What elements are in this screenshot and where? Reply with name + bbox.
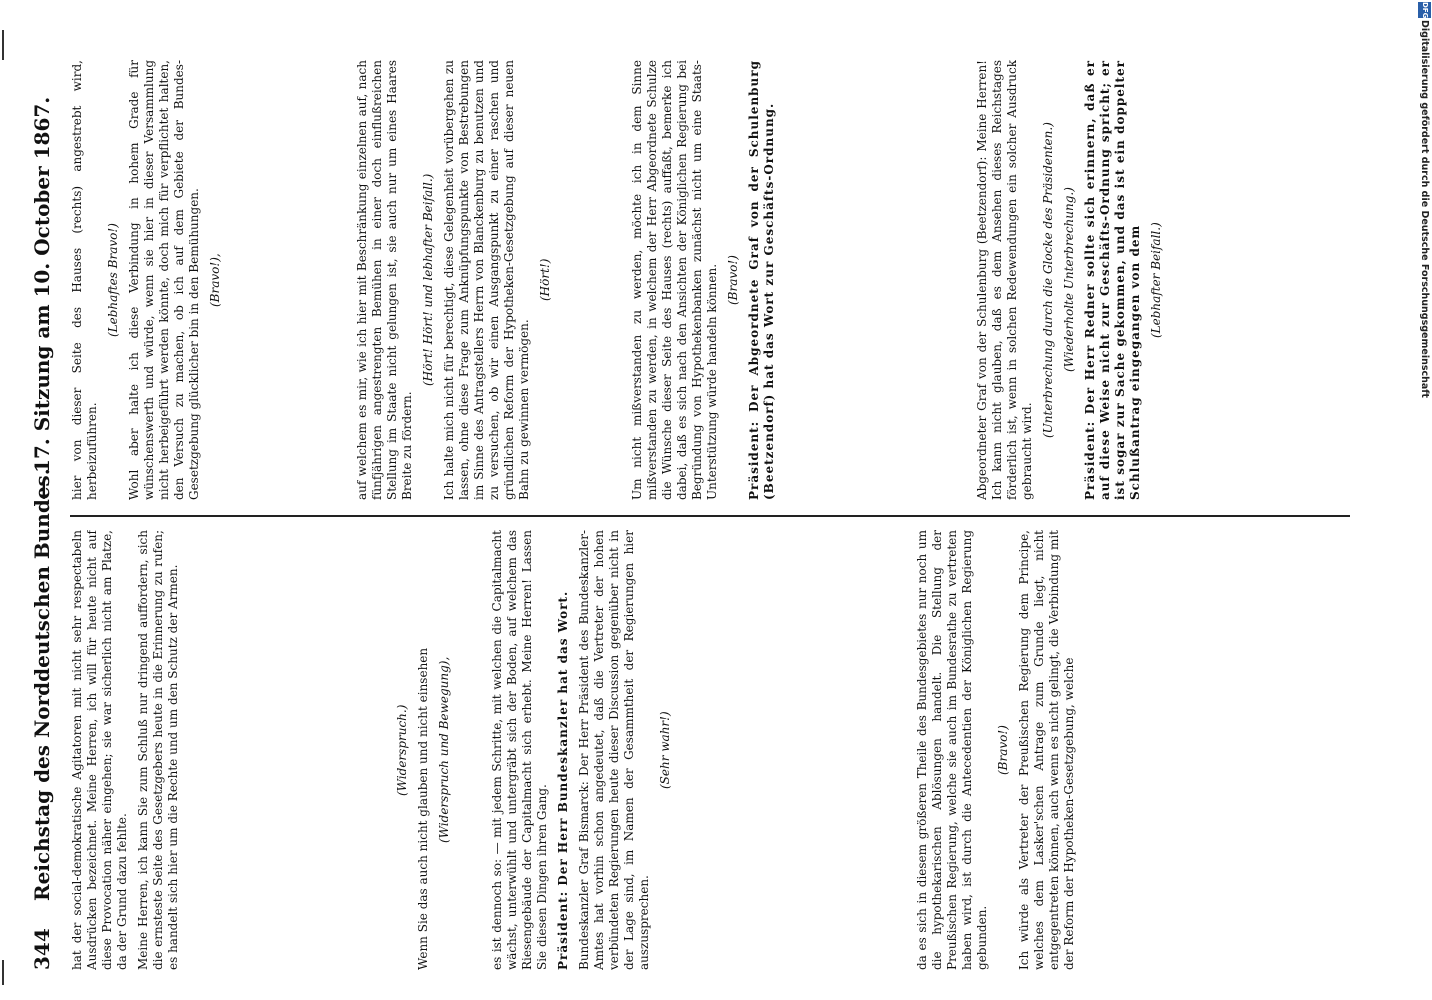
interjection: (Bravo!), [208,253,222,307]
dfg-logo: DFG [1418,2,1431,18]
interjection: (Wiederholte Unterbrechung.) [1062,187,1076,373]
column-left-top [70,530,390,970]
interjection: (Bravo!) [996,725,1010,775]
interjection: (Bravo!) [726,255,740,305]
right-header-title: — 17. Sitzung am 10. October 1867. [30,96,54,500]
document-page [30,30,1400,980]
digitization-note: Digitalisierung gefördert durch die Deutsche Forschungsgemeinschaft [1419,20,1430,398]
paragraph: hier von dieser Seite des Hauses (rechts) angestrebt wird, herbeizuführen. [70,60,99,500]
column-left-interjections [395,530,485,970]
scan-edge-mark [2,30,4,60]
paragraph: Um nicht mißverstanden zu werden, möchte ich in dem Sinne mißverstanden zu werden, in welchem der Herr Abgeordnete Schulze die Wünsche dieser Seite des Hauses (rechts) auffaßt, bemerke ich dabei, daß es sich nach den Ansichten der Königlichen Regierung bei Begründung von Hypothekenbanken zunächst nicht um eine Staats-Unterstützung würde handeln können. [630,60,719,500]
paragraph: hat der social-demokratische Agitatoren mit nicht sehr respectabeln Ausdrücken bezeichnet. Meine Herren, ich will für heute nicht auf diese Provocation näher eingehen; sie war sicherlich nicht am Platze, da der Grund dazu fehlte. [70,530,129,970]
interjection: (Lebhaftes Bravo!) [106,223,120,337]
interjection: (Hört! Hört! und lebhafter Beifall.) [421,173,435,387]
column-left-middle [490,530,910,970]
left-page-header [30,468,54,970]
paragraph: da es sich in diesem größeren Theile des Bundesgebietes nur noch um die hypothekarischen Ablösungen handelt. Die Stellung der Preußischen Regierung, welche sie auch im Bundesrathe zu vertreten haben wird, ist durch die Antecedentien der Königlichen Regierung gebunden. [915,530,989,970]
interjection: (Widerspruch und Bewegung), [437,656,451,844]
paragraph: Ich würde als Vertreter der Preußischen Regierung dem Principe, welches dem Lasker'schen Antrage zum Grunde liegt, nicht entgegentreten können, auch wenn es nicht gelingt, die Verbindung mit der Reform der Hypotheken-Gesetzgebung, welche [1017,530,1076,970]
page-number: 344 [30,928,54,970]
right-page-header [30,40,54,500]
left-header-title: Reichstag des Norddeutschen Bundes. [30,468,54,902]
interjection: (Widerspruch.) [395,704,409,796]
speaker-line: Präsident: Der Herr Bundeskanzler hat das Wort. [556,590,570,970]
column-right-middle [355,60,625,500]
paragraph: Abgeordneter Graf von der Schulenburg (Beetzendorf): Meine Herren! Ich kann nicht glauben, daß es dem Ansehen dieses Reichstages förderlich ist, wenn in solchen Redewendungen ein solcher Ausdruck gebraucht wird. [975,60,1034,500]
paragraph: es ist dennoch so: — mit jedem Schritte, mit welchen die Capitalmacht wächst, unterwühlt und untergräbt sich der Boden, auf welchem das Riesengebäude der Capitalmacht sich erhebt. Meine Herren! Lassen Sie diesen Dingen ihren Gang. [490,530,549,970]
paragraph: Ich halte mich nicht für berechtigt, diese Gelegenheit vorübergehen zu lassen, ohne diese Frage zum Anknüpfungspunkte von Bestrebungen im Sinne des Antragstellers Herrn von Blanckenburg zu benutzen und zu versuchen, ob wir einen Ausgangspunkt zu einer raschen und gründlichen Reform der Hypotheken-Gesetzgebung auf dieser neuen Bahn zu gewinnen vermögen. [442,60,531,500]
column-left-bottom [915,530,1335,970]
interjection: (Unterbrechung durch die Glocke des Präsidenten.) [1041,122,1055,438]
column-right-top [70,60,350,500]
page-divider [70,515,1350,517]
speaker-line: Präsident: Der Herr Redner sollte sich erinnern, daß er auf diese Weise nicht zur Geschäfts-Ordnung spricht; er ist sogar zur Sache gekommen, und das ist ein doppelter Schlußantrag eingegangen von dem [1083,60,1142,500]
column-right-lower [630,60,970,500]
paragraph: Wohl aber halte ich diese Verbindung in hohem Grade für wünschenswerth und würde, wenn sie hier in dieser Versammlung nicht herbeigeführt werden könnte, doch mich für verpflichtet halten, den Versuch zu machen, ob ich auf dem Gebiete der Bundes-Gesetzgebung glücklicher bin in den Bemühungen. [127,60,201,500]
speaker-line: Präsident: Der Abgeordnete Graf von der Schulenburg (Beetzendorf) hat das Wort zur Geschäfts-Ordnung. [747,60,776,500]
column-right-bottom [975,60,1335,500]
paragraph: Bundeskanzler Graf Bismarck: Der Herr Präsident des Bundeskanzler-Amtes hat vorhin schon angedeutet, daß die Vertreter der hohen verbündeten Regierungen heute dieser Discussion gegenüber nicht in der Lage sind, im Namen der Gesammtheit der Regierungen hier auszusprechen. [577,530,651,970]
interjection: (Hört!) [538,258,552,302]
interjection: (Sehr wahr!) [658,711,672,789]
scan-edge-mark [2,960,4,985]
interjection: (Lebhafter Beifall.) [1149,222,1163,338]
paragraph: Meine Herren, ich kann Sie zum Schluß nur dringend auffordern, sich die ernsteste Seite des Gesetzgebers heute in die Erinnerung zu rufen; es handelt sich hier um die Rechte und um den Schutz der Armen. [136,530,180,970]
paragraph: Wenn Sie das auch nicht glauben und nicht einsehen [416,647,430,970]
paragraph: auf welchem es mir, wie ich hier mit Beschränkung einzelnen auf, nach fünfjährigen angestrengten Bemühen in einer doch einflußreichen Stellung im Staate nicht gelungen ist, sie auch nur um eines Haares Breite zu fördern. [355,60,414,500]
